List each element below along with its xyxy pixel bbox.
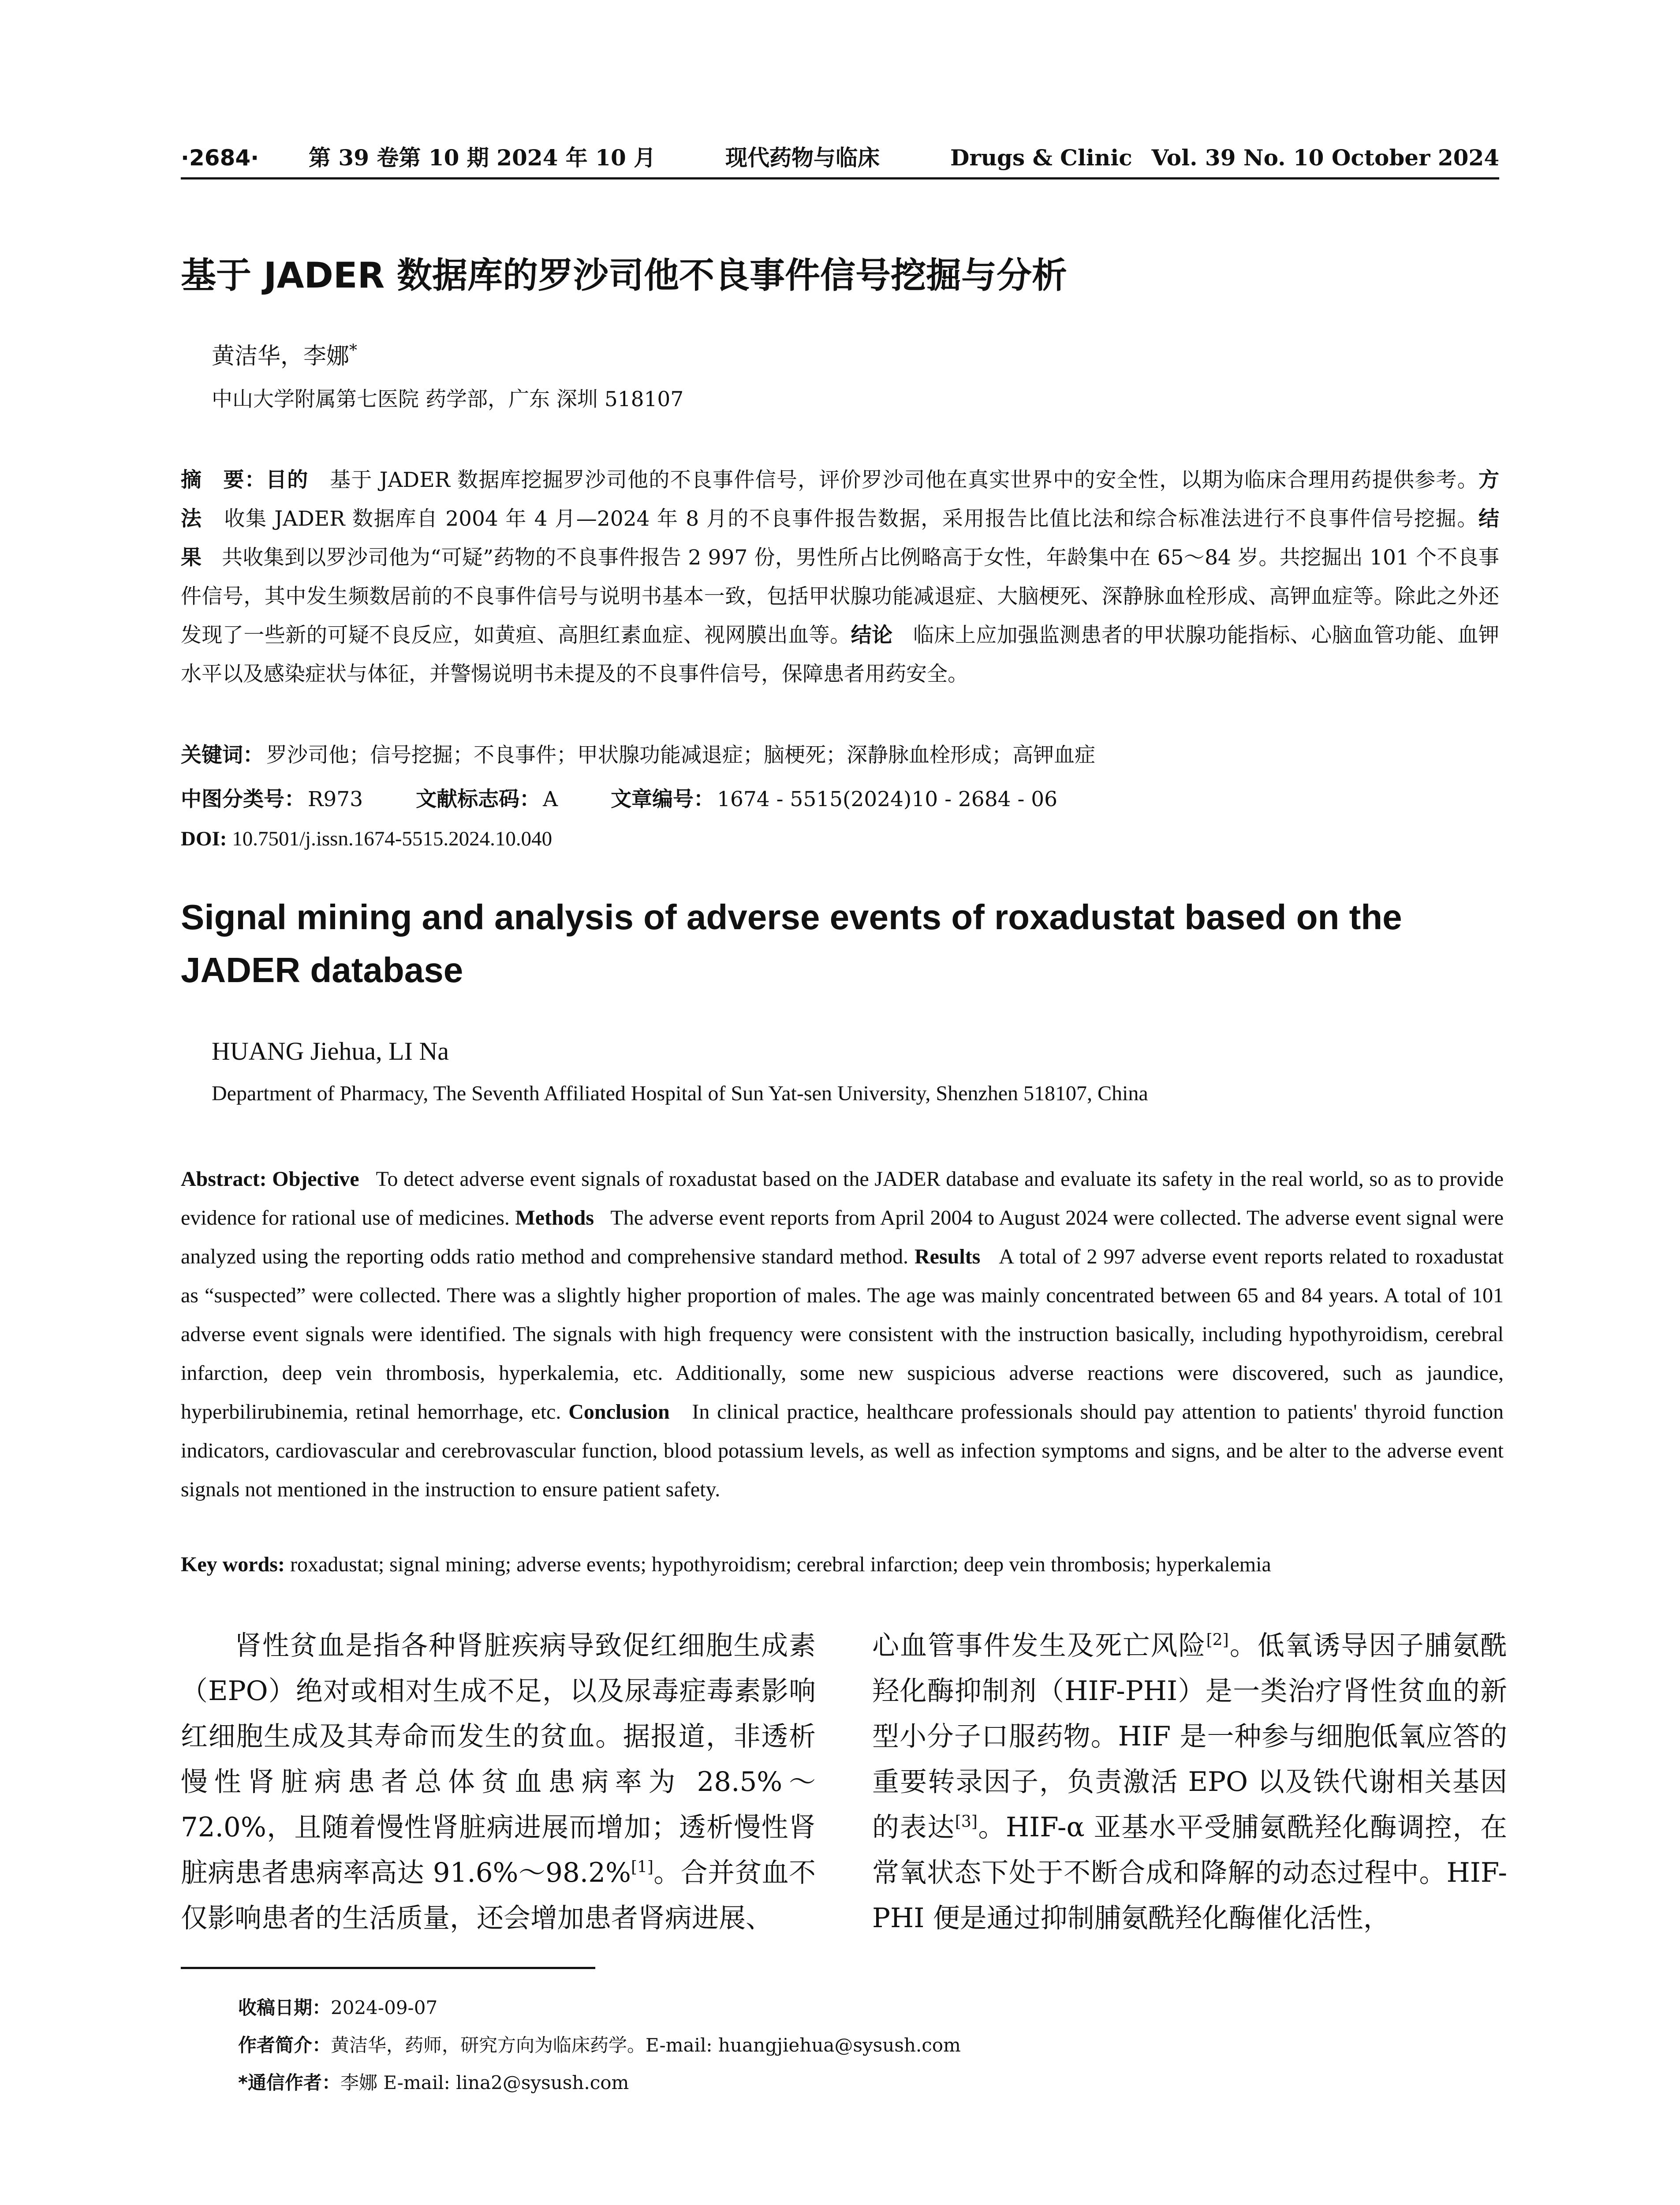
received-date: 2024-09-07 <box>331 1997 438 2018</box>
body-column-right <box>872 1623 1507 1941</box>
author-names-cn: 黄洁华，李娜 <box>212 343 350 370</box>
keywords-text-en: roxadustat; signal mining; adverse events; hypothyroidism; cerebral infarction; deep vein thrombosis; hyperkalemia <box>290 1553 1271 1576</box>
doi-label: DOI: <box>181 827 227 850</box>
results-label-cn: 结果 <box>181 507 1499 570</box>
citation-3: [3] <box>955 1813 978 1831</box>
title-en: Signal mining and analysis of adverse events of roxadustat based on the JADER database <box>181 897 1402 990</box>
footnote-corresponding <box>238 2068 629 2095</box>
issue-en: Vol. 39 No. 10 October 2024 <box>1151 145 1499 171</box>
journal-name-en: Drugs & Clinic <box>950 145 1132 171</box>
authors-en: HUANG Jiehua, LI Na <box>212 1037 449 1065</box>
conclusion-text-en: In clinical practice, healthcare professionals should pay attention to patients' thyroid function indicators, cardiovascular and cerebrovascular function, blood potassium levels, as well as infection symptoms and signs, and be alter to the adverse event signals not mentioned in the instruction to ensure patient safety. <box>181 1400 1504 1501</box>
footnote-received <box>238 1993 437 2020</box>
abstract-label-en: Abstract: <box>181 1167 267 1191</box>
classification-line <box>181 783 1057 812</box>
body-text-left-2: 。合并贫血不仅影响患者的生活质量，还会增加患者肾病进展、 <box>181 1857 816 1934</box>
body-text-right-2: 。低氧诱导因子脯氨酰羟化酶抑制剂（HIF-PHI）是一类治疗肾性贫血的新型小分子口服药物。HIF 是一种参与细胞低氧应答的重要转录因子，负责激活 EPO 以及铁代谢相关基因的表达 <box>872 1630 1507 1843</box>
header-rule <box>181 177 1499 179</box>
title-cn: 基于 JADER 数据库的罗沙司他不良事件信号挖掘与分析 <box>181 255 1068 296</box>
corresponding-text: 李娜 E-mail: lina2@sysush.com <box>340 2072 629 2093</box>
methods-text-en: The adverse event reports from April 2004 to August 2024 were collected. The adverse event signal were analyzed using the reporting odds ratio method and comprehensive standard method. <box>181 1206 1504 1268</box>
conclusion-text-cn: 临床上应加强监测患者的甲状腺功能指标、心脑血管功能、血钾水平以及感染症状与体征，并警惕说明书未提及的不良事件信号，保障患者用药安全。 <box>181 623 1500 686</box>
objective-text-cn: 基于 JADER 数据库挖掘罗沙司他的不良事件信号，评价罗沙司他在真实世界中的安全性，以期为临床合理用药提供参考。 <box>330 468 1479 492</box>
corresponding-mark: * <box>349 341 358 360</box>
methods-text-cn: 收集 JADER 数据库自 2004 年 4 月—2024 年 8 月的不良事件报告数据，采用报告比值比法和综合标准法进行不良事件信号挖掘。 <box>224 507 1478 531</box>
doi-line <box>181 827 552 851</box>
received-label: 收稿日期： <box>238 1997 331 2018</box>
doc-code-label: 文献标志码： <box>416 787 541 811</box>
methods-label-cn: 方法 <box>181 468 1500 531</box>
body-text-right-1: 心血管事件发生及死亡风险 <box>872 1630 1206 1661</box>
conclusion-label-cn: 结论 <box>851 623 893 647</box>
objective-label-cn: 目的 <box>266 468 309 492</box>
article-no-value: 1674 - 5515(2024)10 - 2684 - 06 <box>717 787 1058 811</box>
clc-value: R973 <box>308 787 363 811</box>
journal-name-cn: 现代药物与临床 <box>725 145 880 171</box>
abstract-cn <box>181 461 1499 694</box>
author-bio-text: 黄洁华，药师，研究方向为临床药学。E-mail: huangjiehua@sysush.com <box>331 2034 961 2056</box>
issue-cn: 第 39 卷第 10 期 2024 年 10 月 <box>309 145 656 171</box>
abstract-en <box>181 1160 1504 1509</box>
body-text-left-1: 肾性贫血是指各种肾脏疾病导致促红细胞生成素（EPO）绝对或相对生成不足，以及尿毒症毒素影响红细胞生成及其寿命而发生的贫血。据报道，非透析慢性肾脏病患者总体贫血患病率为 28.5%～72.0%，且随着慢性肾脏病进展而增加；透析慢性肾脏病患者患病率高达 91.6%～98.2% <box>181 1630 816 1888</box>
footnote-rule <box>181 1967 595 1969</box>
keywords-label-en: Key words: <box>181 1553 285 1576</box>
keywords-cn <box>181 739 1095 768</box>
doi-value: 10.7501/j.issn.1674-5515.2024.10.040 <box>232 827 553 850</box>
objective-text-en: To detect adverse event signals of roxadustat based on the JADER database and evaluate its safety in the real world, so as to provide evidence for rational use of medicines. <box>181 1167 1504 1230</box>
abstract-label-cn: 摘 要： <box>181 468 266 492</box>
citation-1: [1] <box>631 1858 653 1876</box>
body-text-right-3: 。HIF-α 亚基水平受脯氨酰羟化酶调控，在常氧状态下处于不断合成和降解的动态过程中。HIF-PHI 便是通过抑制脯氨酰羟化酶催化活性， <box>872 1812 1507 1934</box>
keywords-en <box>181 1552 1271 1577</box>
keywords-text-cn: 罗沙司他；信号挖掘；不良事件；甲状腺功能减退症；脑梗死；深静脉血栓形成；高钾血症 <box>266 743 1095 767</box>
results-text-en: A total of 2 997 adverse event reports related to roxadustat as “suspected” were collected. There was a slightly higher proportion of males. The age was mainly concentrated between 65 and 84 years. A total of 101 adverse event signals were identified. The signals with high frequency were consistent with the instruction basically, including hypothyroidism, cerebral infarction, deep vein thrombosis, hyperkalemia, etc. Additionally, some new suspicious adverse reactions were discovered, such as jaundice, hyperbilirubinemia, retinal hemorrhage, etc. <box>181 1245 1504 1424</box>
corresponding-label: *通信作者： <box>238 2072 340 2093</box>
keywords-label-cn: 关键词： <box>181 743 264 767</box>
running-header <box>181 140 1499 176</box>
affiliation-cn: 中山大学附属第七医院 药学部，广东 深圳 518107 <box>212 387 684 411</box>
body-column-left <box>181 1623 816 1941</box>
clc-label: 中图分类号： <box>181 787 305 811</box>
page-number: ·2684· <box>181 145 259 171</box>
article-no-label: 文章编号： <box>611 787 715 811</box>
footnote-author-bio <box>238 2031 961 2057</box>
methods-label-en: Methods <box>515 1206 594 1230</box>
results-label-en: Results <box>914 1245 981 1268</box>
authors-cn <box>212 337 357 370</box>
doc-code-value: A <box>543 787 558 811</box>
affiliation-en: Department of Pharmacy, The Seventh Affiliated Hospital of Sun Yat-sen University, Shenzhen 518107, China <box>212 1082 1148 1105</box>
citation-2: [2] <box>1206 1631 1229 1649</box>
author-bio-label: 作者简介： <box>238 2034 331 2056</box>
objective-label-en: Objective <box>272 1167 359 1191</box>
conclusion-label-en: Conclusion <box>568 1400 670 1424</box>
results-text-cn: 共收集到以罗沙司他为“可疑”药物的不良事件报告 2 997 份，男性所占比例略高于女性，年龄集中在 65～84 岁。共挖掘出 101 个不良事件信号，其中发生频数居前的不良事件信号与说明书基本一致，包括甲状腺功能减退症、大脑梗死、深静脉血栓形成、高钾血症等。除此之外还发现了一些新的可疑不良反应，如黄疸、高胆红素血症、视网膜出血等。 <box>181 546 1499 647</box>
